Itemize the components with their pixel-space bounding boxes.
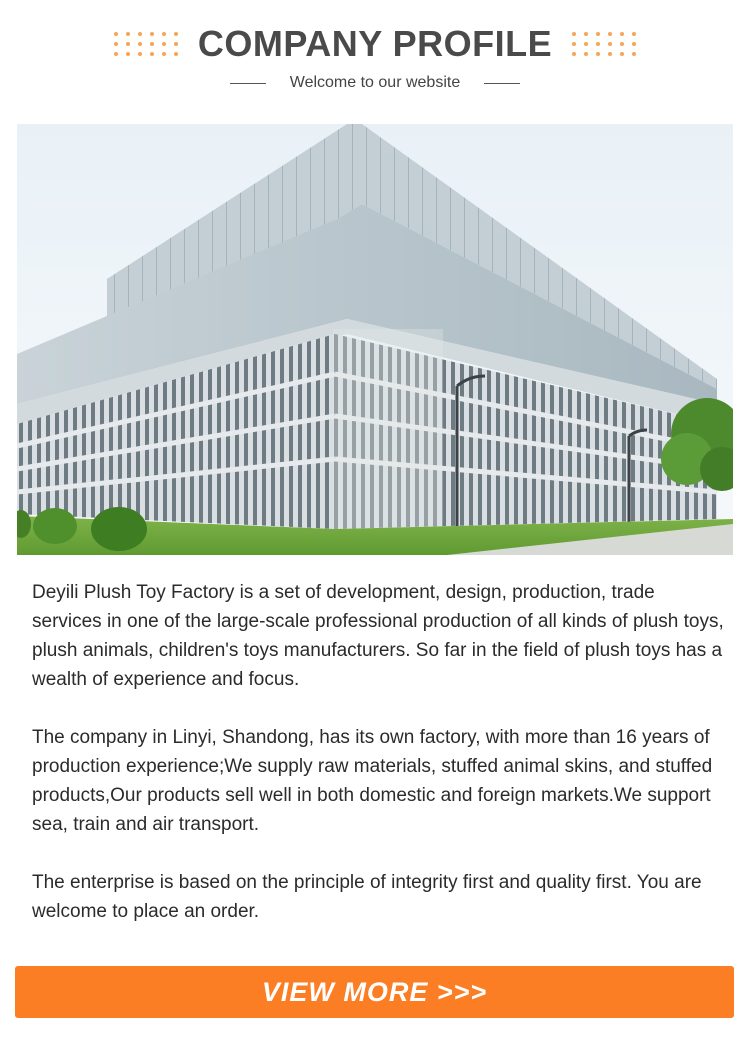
description-paragraph: The enterprise is based on the principle of integrity first and quality first. You are welcome to place an order. — [32, 872, 702, 922]
page-title: COMPANY PROFILE — [197, 23, 553, 64]
decorative-dots-right — [572, 32, 636, 56]
header — [0, 0, 750, 110]
factory-photo — [17, 124, 733, 555]
subtitle-divider-right — [484, 83, 520, 84]
description-paragraph: The company in Linyi, Shandong, has its own factory, with more than 16 years of production experience;We supply raw materials, stuffed animal skins, and stuffed products,Our products sell well in both domestic and foreign markets.We support sea, train and air transport. — [32, 727, 713, 835]
decorative-dots-left — [114, 32, 178, 56]
description-paragraph: Deyili Plush Toy Factory is a set of development, design, production, trade services in one of the large-scale professional production of all kinds of plush toys, plush animals, children's toys manufacturers. So far in the field of plush toys has a wealth of experience and focus. — [32, 582, 724, 690]
company-description — [32, 578, 728, 955]
factory-building-image — [17, 124, 733, 555]
view-more-label: VIEW MORE >>> — [261, 976, 488, 1007]
title-row — [0, 22, 750, 66]
subtitle-row — [0, 72, 750, 94]
subtitle: Welcome to our website — [289, 74, 461, 91]
subtitle-divider-left — [230, 83, 266, 84]
view-more-button[interactable] — [15, 966, 734, 1018]
